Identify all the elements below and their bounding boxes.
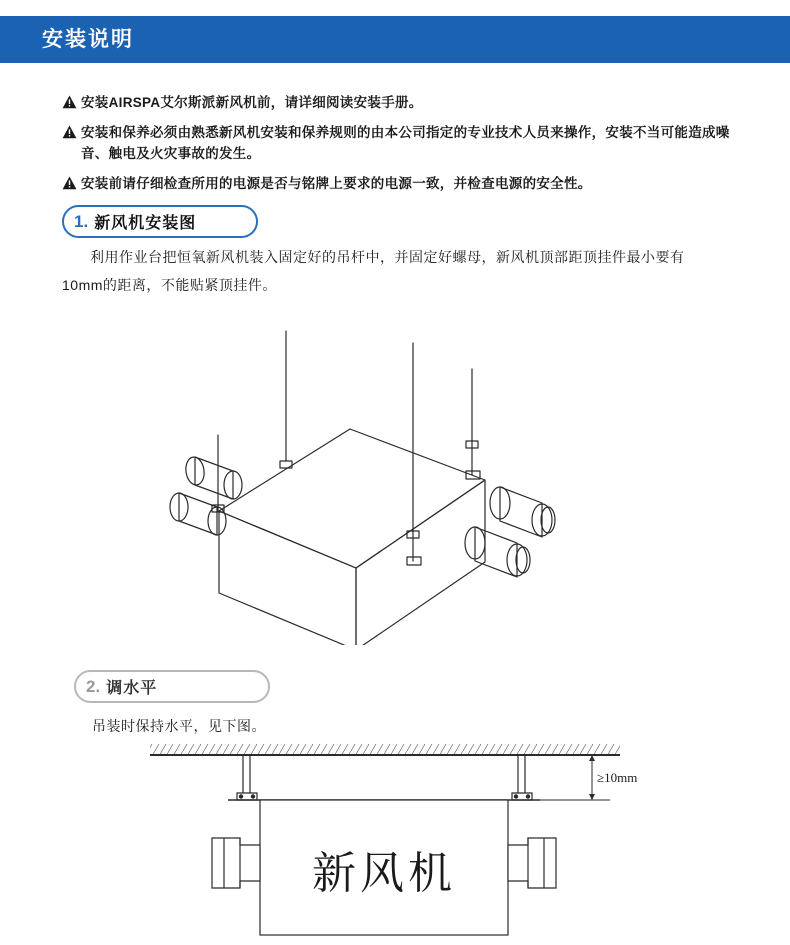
installation-isometric-figure bbox=[155, 325, 575, 650]
warning-icon bbox=[62, 125, 77, 139]
section-number: 1. bbox=[74, 211, 89, 231]
warning-note bbox=[62, 92, 734, 113]
warning-icon bbox=[62, 176, 77, 190]
section-label: 调水平 bbox=[106, 680, 158, 697]
dimension-label: ≥10mm bbox=[597, 770, 638, 785]
warning-note bbox=[62, 122, 734, 164]
warning-note-text: 安装AIRSPA艾尔斯派新风机前，请详细阅读安装手册。 bbox=[81, 95, 423, 110]
page-header bbox=[0, 16, 790, 63]
section-label: 新风机安装图 bbox=[94, 215, 197, 232]
section-2-body-text: 吊装时保持水平，见下图。 bbox=[92, 718, 266, 734]
warning-note-text: 安装和保养必须由熟悉新风机安装和保养规则的由本公司指定的专业技术人员来操作，安装不当可能造成噪音、触电及火灾事故的发生。 bbox=[81, 125, 730, 161]
leveling-figure bbox=[140, 740, 650, 945]
section-heading-installation-diagram bbox=[62, 205, 258, 238]
warning-notes bbox=[62, 92, 734, 203]
warning-note bbox=[62, 173, 734, 194]
unit-name-label: 新风机 bbox=[312, 849, 456, 898]
warning-note-text: 安装前请仔细检查所用的电源是否与铭牌上要求的电源一致，并检查电源的安全性。 bbox=[81, 176, 592, 191]
section-1-body-text: 利用作业台把恒氧新风机装入固定好的吊杆中，并固定好螺母，新风机顶部距顶挂件最小要有10mm的距离，不能贴紧顶挂件。 bbox=[62, 249, 685, 293]
section-heading-leveling bbox=[74, 670, 270, 703]
section-number: 2. bbox=[86, 676, 101, 696]
warning-icon bbox=[62, 95, 77, 109]
header-accent-block bbox=[0, 16, 42, 63]
page-title: 安装说明 bbox=[42, 28, 134, 51]
